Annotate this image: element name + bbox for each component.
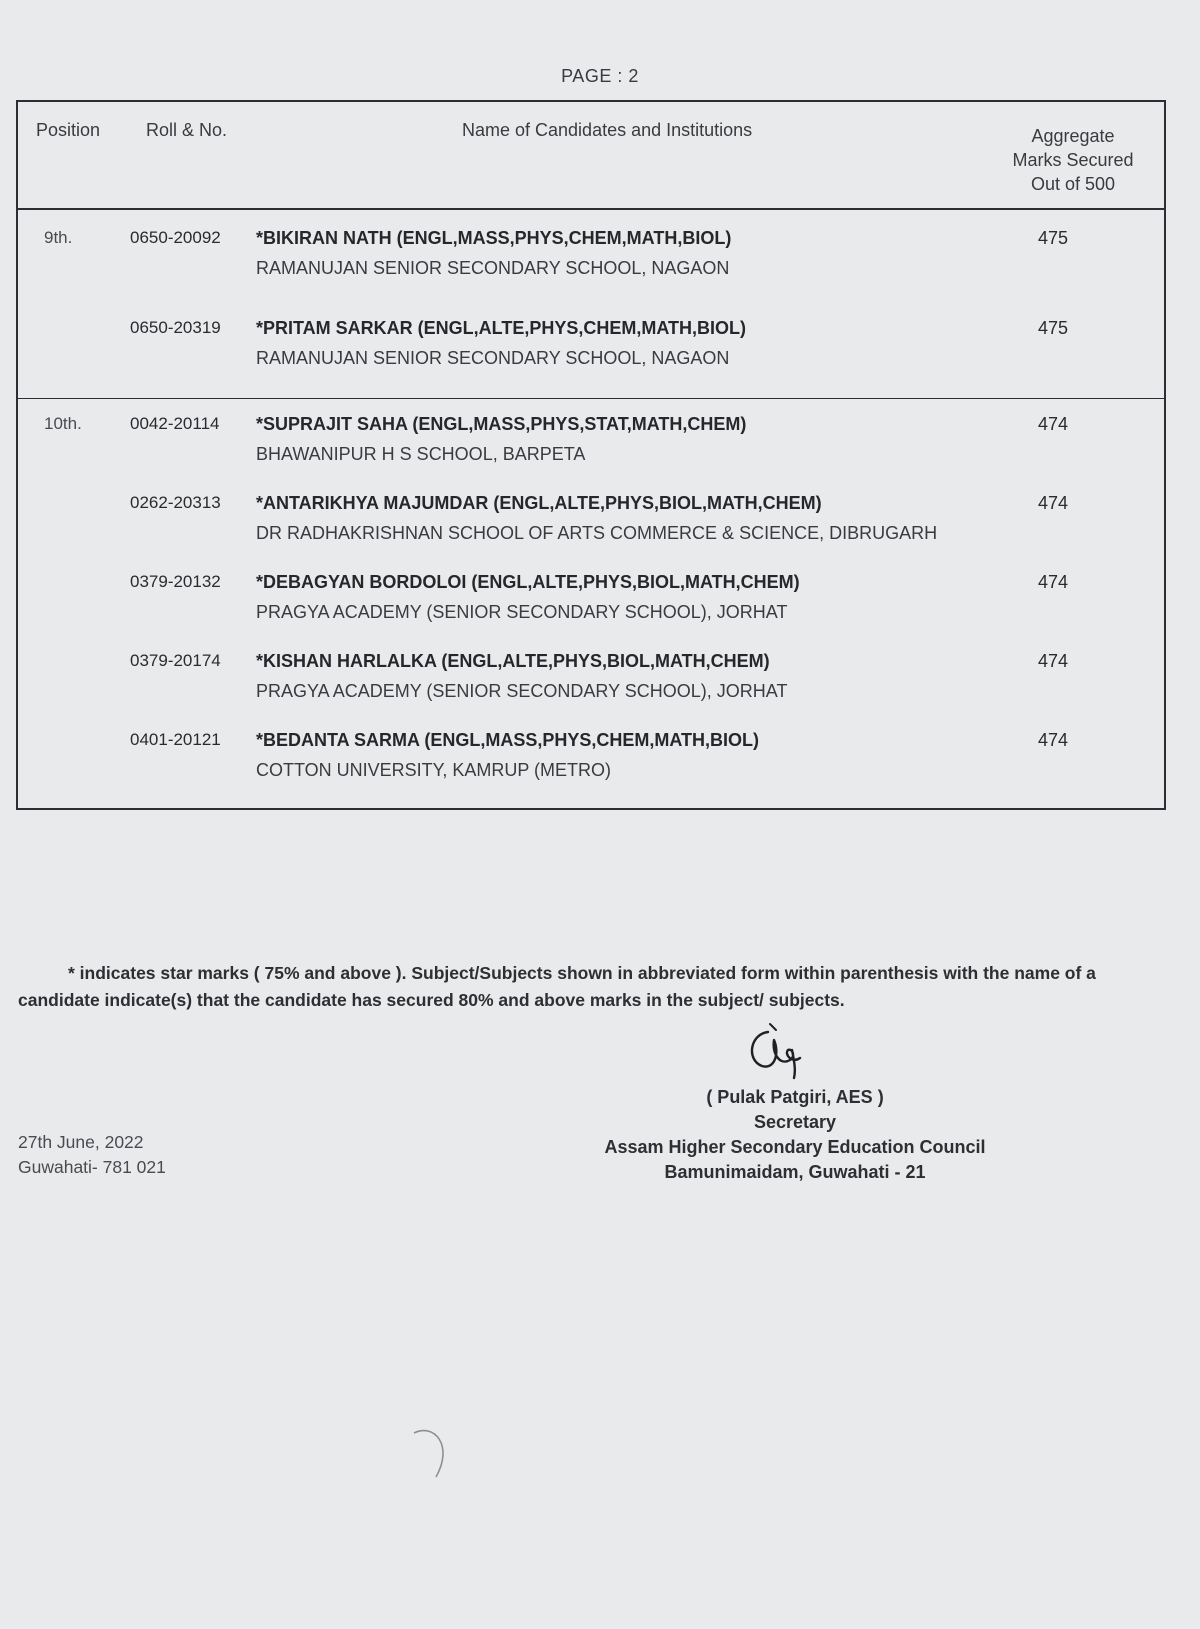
row-institution: PRAGYA ACADEMY (SENIOR SECONDARY SCHOOL), JORHAT [256,681,788,701]
row-marks: 474 [1037,414,1069,434]
table-row [18,318,1164,388]
table-header [18,102,1164,210]
header-position: Position [36,120,101,140]
table-row [18,414,1164,484]
table-row [18,493,1164,563]
row-marks: 474 [1037,651,1069,671]
signatory-name: ( Pulak Patgiri, AES ) [706,1087,884,1107]
header-aggregate [1003,124,1143,196]
row-institution: RAMANUJAN SENIOR SECONDARY SCHOOL, NAGAON [256,348,730,368]
signatory-address: Bamunimaidam, Guwahati - 21 [664,1162,926,1182]
page-number: PAGE : 2 [561,66,639,86]
signatory-title: Secretary [753,1112,837,1132]
table-row [18,730,1164,800]
row-roll: 0379-20132 [130,572,221,591]
row-institution: COTTON UNIVERSITY, KAMRUP (METRO) [256,760,612,780]
row-candidate: *PRITAM SARKAR (ENGL,ALTE,PHYS,CHEM,MATH,BIOL) [256,318,746,338]
header-roll: Roll & No. [146,120,228,140]
header-name: Name of Candidates and Institutions [462,120,753,140]
row-institution: BHAWANIPUR H S SCHOOL, BARPETA [256,444,586,464]
row-marks: 474 [1037,493,1069,513]
row-position: 9th. [44,228,73,247]
row-candidate: *BEDANTA SARMA (ENGL,MASS,PHYS,CHEM,MATH,BIOL) [256,730,759,750]
row-marks: 475 [1037,228,1069,248]
row-institution: DR RADHAKRISHNAN SCHOOL OF ARTS COMMERCE & SCIENCE, DIBRUGARH [256,523,938,543]
results-table [16,100,1166,810]
header-aggregate-line1: Aggregate [1031,126,1115,146]
row-marks: 474 [1037,730,1069,750]
row-roll: 0262-20313 [130,493,221,512]
row-marks: 475 [1037,318,1069,338]
signatory-org: Assam Higher Secondary Education Council [604,1137,986,1157]
rank-group-9th [18,210,1164,399]
row-candidate: *SUPRAJIT SAHA (ENGL,MASS,PHYS,STAT,MATH,CHEM) [256,414,747,434]
header-aggregate-line3: Out of 500 [1030,174,1116,194]
issue-place: Guwahati- 781 021 [18,1157,166,1177]
row-roll: 0042-20114 [130,414,220,433]
row-candidate: *ANTARIKHYA MAJUMDAR (ENGL,ALTE,PHYS,BIOL,MATH,CHEM) [256,493,822,513]
star-marks-note: * indicates star marks ( 75% and above ). Subject/Subjects shown in abbreviated form within parenthesis with the name of a candidate indicate(s) that the candidate has secured 80% and above marks in the subject/ subjects. [18,963,1096,1010]
table-row [18,228,1164,298]
rank-group-10th [18,400,1164,808]
row-roll: 0379-20174 [130,651,221,670]
signature-icon [740,1020,830,1082]
row-marks: 474 [1037,572,1069,592]
row-roll: 0650-20319 [130,318,221,337]
row-candidate: *BIKIRAN NATH (ENGL,MASS,PHYS,CHEM,MATH,BIOL) [256,228,732,248]
row-position: 10th. [44,414,82,433]
row-roll: 0401-20121 [130,730,221,749]
signatory-block [570,1085,1020,1185]
table-row [18,651,1164,721]
date-place-block [18,1130,166,1180]
row-candidate: *DEBAGYAN BORDOLOI (ENGL,ALTE,PHYS,BIOL,MATH,CHEM) [256,572,800,592]
paper-mark-icon [410,1425,460,1485]
row-institution: PRAGYA ACADEMY (SENIOR SECONDARY SCHOOL), JORHAT [256,602,788,622]
row-candidate: *KISHAN HARLALKA (ENGL,ALTE,PHYS,BIOL,MATH,CHEM) [256,651,770,671]
table-row [18,572,1164,642]
issue-date: 27th June, 2022 [18,1132,144,1152]
row-institution: RAMANUJAN SENIOR SECONDARY SCHOOL, NAGAON [256,258,730,278]
row-roll: 0650-20092 [130,228,221,247]
header-aggregate-line2: Marks Secured [1012,150,1134,170]
